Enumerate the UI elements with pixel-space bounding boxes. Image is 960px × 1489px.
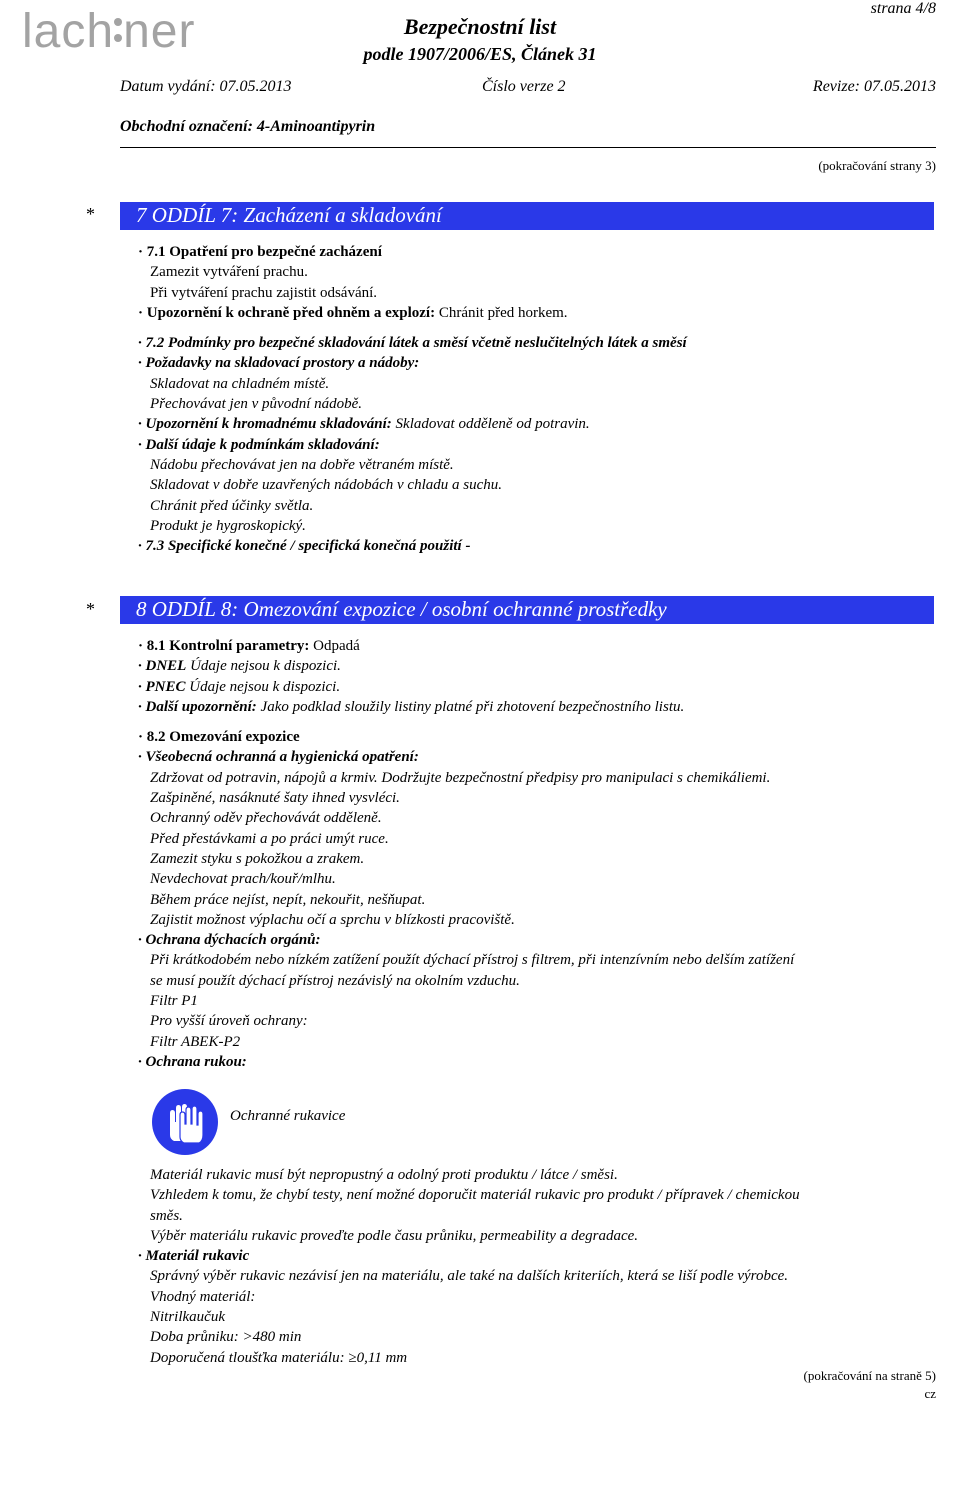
text-line: · 7.1 Opatření pro bezpečné zacházení	[138, 244, 382, 260]
text-line: Pro vyšší úroveň ochrany:	[150, 1013, 308, 1030]
section-7-body	[138, 242, 938, 556]
text-line	[138, 656, 938, 676]
section-7-title: 7 ODDÍL 7: Zacházení a skladování	[136, 203, 442, 227]
issue-date: Datum vydání: 07.05.2013	[120, 78, 292, 95]
section-8-gloves-body	[138, 1165, 938, 1368]
continuation-top: (pokračování strany 3)	[818, 158, 936, 173]
text-line: Před přestávkami a po práci umýt ruce.	[150, 830, 389, 847]
text-line: Při krátkodobém nebo nízkém zatížení použít dýchací přístroj s filtrem, při intenzívním nebo delším zatížení	[150, 952, 795, 969]
text-line: · Ochrana rukou:	[138, 1053, 247, 1070]
text-line: Filtr ABEK-P2	[150, 1033, 241, 1050]
line-value: Odpadá	[309, 638, 360, 654]
text-line: Přechovávat jen v původní nádobě.	[150, 396, 363, 413]
section-8-header	[120, 596, 934, 624]
spacer	[138, 717, 938, 727]
text-line	[138, 677, 938, 697]
text-line: Během práce nejíst, nepít, nekouřit, nešňupat.	[150, 891, 426, 908]
line-label: · DNEL	[138, 658, 187, 675]
text-line: · 7.3 Specifické konečné / specifická konečná použití -	[138, 538, 471, 555]
text-line: Při vytváření prachu zajistit odsávání.	[150, 284, 378, 301]
text-line: · Ochrana dýchacích orgánů:	[138, 932, 321, 949]
text-line	[138, 636, 938, 656]
document-title: Bezpečnostní list	[403, 14, 557, 39]
text-line: Skladovat na chladném místě.	[150, 375, 330, 392]
text-line: Správný výběr rukavic nezávisí jen na materiálu, ale také na dalších kriteriích, která se liší podle výrobce.	[150, 1268, 789, 1285]
text-line: Ochranný oděv přechovávát odděleně.	[150, 810, 382, 827]
text-line	[138, 697, 938, 717]
text-line: · 8.2 Omezování expozice	[138, 729, 300, 746]
text-line: Materiál rukavic musí být nepropustný a odolný proti produktu / látce / směsi.	[150, 1167, 618, 1183]
section-7-header	[120, 202, 934, 230]
line-value: Skladovat odděleně od potravin.	[391, 416, 590, 433]
protective-gloves-icon	[152, 1089, 218, 1155]
text-line: Zajistit možnost výplachu očí a sprchu v blízkosti pracoviště.	[150, 911, 515, 928]
company-logo: lach ner	[22, 5, 196, 58]
document-subtitle: podle 1907/2006/ES, Článek 31	[363, 44, 597, 64]
section-8-body	[138, 636, 938, 1072]
text-line: Nitrilkaučuk	[150, 1309, 225, 1326]
text-line: Zašpiněné, nasáknuté šaty ihned vysvléci.	[150, 790, 400, 807]
section-8-title: 8 ODDÍL 8: Omezování expozice / osobní ochranné prostředky	[136, 597, 667, 621]
text-line: směs.	[150, 1207, 183, 1224]
version-number: Číslo verze 2	[482, 78, 566, 95]
text-line: · Materiál rukavic	[138, 1248, 250, 1265]
line-label: · 8.1 Kontrolní parametry:	[138, 638, 310, 654]
line-value: Jako podklad sloužily listiny platné při zhotovení bezpečnostního listu.	[256, 698, 685, 715]
text-line: Doporučená tloušťka materiálu: ≥0,11 mm	[150, 1349, 408, 1366]
revision-marker: *	[86, 204, 95, 224]
text-line: Zamezit styku s pokožkou a zrakem.	[150, 850, 365, 867]
revision-marker: *	[86, 599, 95, 619]
text-line: Zamezit vytváření prachu.	[150, 264, 308, 281]
line-label: · Upozornění k ochraně před ohněm a explozí:	[138, 304, 436, 321]
language-code: cz	[924, 1386, 936, 1401]
text-line: · Požadavky na skladovací prostory a nádoby:	[138, 355, 420, 372]
header-divider	[120, 147, 936, 148]
text-line: Vhodný materiál:	[150, 1288, 256, 1305]
text-line: · 7.2 Podmínky pro bezpečné skladování látek a směsí včetně neslučitelných látek a směsí	[138, 335, 687, 352]
text-line: · Všeobecná ochranná a hygienická opatření:	[138, 749, 419, 766]
text-line: Skladovat v dobře uzavřených nádobách v chladu a suchu.	[150, 477, 502, 494]
line-label: · Upozornění k hromadnému skladování:	[138, 416, 392, 433]
trade-name: Obchodní označení: 4-Aminoantipyrin	[120, 118, 376, 135]
text-line: Nádobu přechovávat jen na dobře větraném místě.	[150, 456, 454, 473]
page-number: strana 4/8	[870, 0, 936, 17]
line-value: Chránit před horkem.	[435, 304, 568, 321]
text-line: se musí použít dýchací přístroj nezávislý na okolním vzduchu.	[150, 972, 520, 989]
text-line: Filtr P1	[150, 993, 198, 1010]
text-line: Doba průniku: >480 min	[150, 1329, 302, 1346]
text-line	[138, 303, 938, 323]
continuation-bottom: (pokračování na straně 5)	[803, 1368, 936, 1383]
gloves-label: Ochranné rukavice	[230, 1108, 346, 1124]
text-line: Produkt je hygroskopický.	[150, 517, 306, 534]
text-line: Chránit před účinky světla.	[150, 497, 314, 514]
spacer	[138, 323, 938, 333]
text-line: Zdržovat od potravin, nápojů a krmiv. Dodržujte bezpečnostní předpisy pro manipulaci s chemikáliemi.	[150, 769, 771, 786]
line-value: Údaje nejsou k dispozici.	[186, 658, 341, 675]
line-label: · PNEC	[138, 678, 186, 695]
text-line: Nevdechovat prach/kouř/mlhu.	[150, 871, 336, 888]
line-label: · Další upozornění:	[138, 698, 257, 715]
text-line: Výběr materiálu rukavic proveďte podle času průniku, permeability a degradace.	[150, 1227, 639, 1244]
text-line: · Další údaje k podmínkám skladování:	[138, 436, 380, 453]
line-value: Údaje nejsou k dispozici.	[185, 678, 341, 695]
text-line: Vzhledem k tomu, že chybí testy, není možné doporučit materiál rukavic pro produkt / přípravek / chemickou	[150, 1187, 800, 1204]
revision-date: Revize: 07.05.2013	[812, 78, 936, 95]
text-line	[138, 414, 938, 434]
